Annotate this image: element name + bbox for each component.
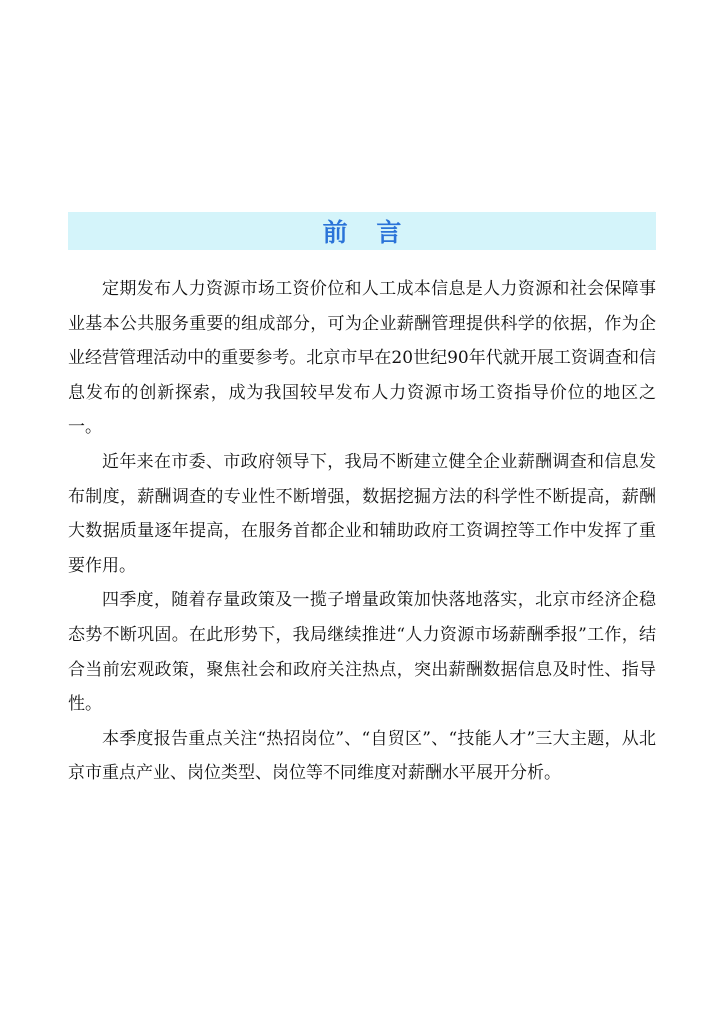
paragraph-3: 四季度，随着存量政策及一揽子增量政策加快落地落实，北京市经济企稳态势不断巩固。在此形势下，我局继续推进“人力资源市场薪酬季报”工作，结合当前宏观政策，聚焦社会和政府关注热点，突出薪酬数据信息及时性、指导性。: [68, 590, 656, 715]
page-title: 前 言: [322, 218, 412, 247]
title-band: [68, 212, 656, 250]
paragraph-4: 本季度报告重点关注“热招岗位”、“自贸区”、“技能人才”三大主题，从北京市重点产业、岗位类型、岗位等不同维度对薪酬水平展开分析。: [68, 728, 656, 784]
preface-body: [68, 272, 656, 791]
paragraph-1: 定期发布人力资源市场工资价位和人工成本信息是人力资源和社会保障事业基本公共服务重要的组成部分，可为企业薪酬管理提供科学的依据，作为企业经营管理活动中的重要参考。北京市早在20世纪90年代就开展工资调查和信息发布的创新探索，成为我国较早发布人力资源市场工资指导价位的地区之一。: [68, 279, 656, 438]
paragraph-2: 近年来在市委、市政府领导下，我局不断建立健全企业薪酬调查和信息发布制度，薪酬调查的专业性不断增强，数据挖掘方法的科学性不断提高，薪酬大数据质量逐年提高，在服务首都企业和辅助政府工资调控等工作中发挥了重要作用。: [68, 451, 656, 576]
